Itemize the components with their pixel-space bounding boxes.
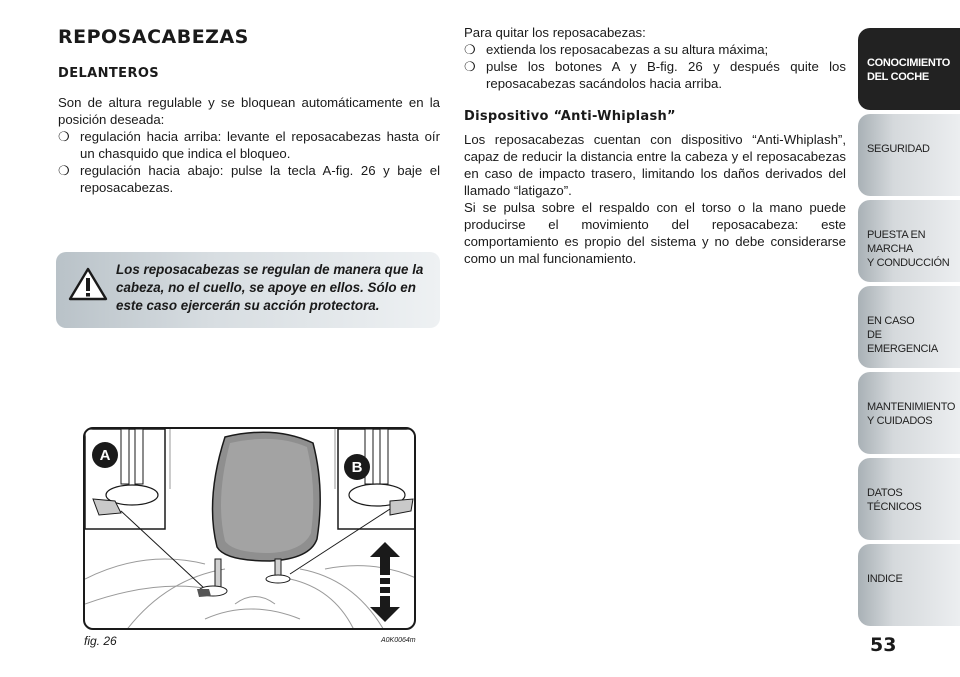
tab-mantenimiento[interactable] [858,372,960,454]
list-item [58,128,440,162]
tab-label: CONOCIMIENTO [867,57,950,69]
list-item [464,58,846,92]
label-a: A [99,447,111,464]
page-number: 53 [870,634,897,656]
list-item-text: pulse los botones A y B-fig. 26 y después quite los reposacabezas sacándolos hacia arriba. [486,59,846,91]
tab-conocimiento-del-coche[interactable] [858,28,960,110]
tab-indice[interactable] [858,544,960,626]
intro-paragraph: Son de altura regulable y se bloquean automáticamente en la posición deseada: [58,95,440,127]
left-column [58,94,440,196]
figure-code: A0K0064m [381,637,416,644]
inset-a [85,429,165,529]
tab-label: DATOS TÉCNICOS [867,487,922,513]
bullet-icon: ❍ [464,42,476,57]
tab-label: EN CASO [867,315,915,327]
tab-label: SEGURIDAD [867,143,930,155]
tab-en-caso-de-emergencia[interactable] [858,286,960,368]
tab-seguridad[interactable] [858,114,960,196]
inset-b [338,429,416,529]
list-item-text: regulación hacia arriba: levante el reposacabezas hasta oír un chasquido que indica el bloqueo. [80,129,440,161]
section-subtitle: DELANTEROS [58,66,160,81]
label-b: B [351,459,363,476]
warning-box [56,252,440,328]
headrest [197,432,320,597]
section-heading: Dispositivo “Anti-Whiplash” [464,109,676,124]
body-paragraph: Los reposacabezas cuentan con dispositivo “Anti-Whiplash”, capaz de reducir la distancia entre la cabeza y el reposacabezas en caso de impacto trasero, limitando los daños derivados del llamado “latigazo”. [464,132,846,198]
headrest-figure [83,427,416,630]
tab-label: PUESTA EN MARCHA [867,229,926,255]
list-item [464,41,846,58]
warning-text: Los reposacabezas se regulan de manera que la cabeza, no el cuello, se apoye en ellos. Sólo en este caso ejercerán su acción protectora. [116,262,424,313]
tab-label: DEL COCHE [867,71,929,83]
tab-label: Y CONDUCCIÓN [867,257,950,269]
bullet-icon: ❍ [58,129,70,144]
bullet-icon: ❍ [58,163,70,178]
body-paragraph: Si se pulsa sobre el respaldo con el torso o la mano puede producirse el movimiento del reposacabeza: este comportamiento es propio del sistema y no debe considerarse como un mal funcionamiento. [464,200,846,266]
tab-label: Y CUIDADOS [867,415,933,427]
right-column [464,24,846,267]
tab-datos-tecnicos[interactable] [858,458,960,540]
up-down-arrow-icon [370,542,400,622]
list-item [58,162,440,196]
headrest-illustration [85,429,416,630]
bullet-icon: ❍ [464,59,476,74]
list-item-text: regulación hacia abajo: pulse la tecla A-fig. 26 y baje el reposacabezas. [80,163,440,195]
page-title: REPOSACABEZAS [58,26,249,48]
tab-label: DE EMERGENCIA [867,329,938,355]
removal-intro: Para quitar los reposacabezas: [464,25,646,40]
warning-triangle-icon [68,266,108,302]
tab-puesta-en-marcha[interactable] [858,200,960,282]
figure-caption: fig. 26 [84,634,117,648]
list-item-text: extienda los reposacabezas a su altura máxima; [486,42,769,57]
tab-label: MANTENIMIENTO [867,401,956,413]
tab-label: INDICE [867,573,903,585]
